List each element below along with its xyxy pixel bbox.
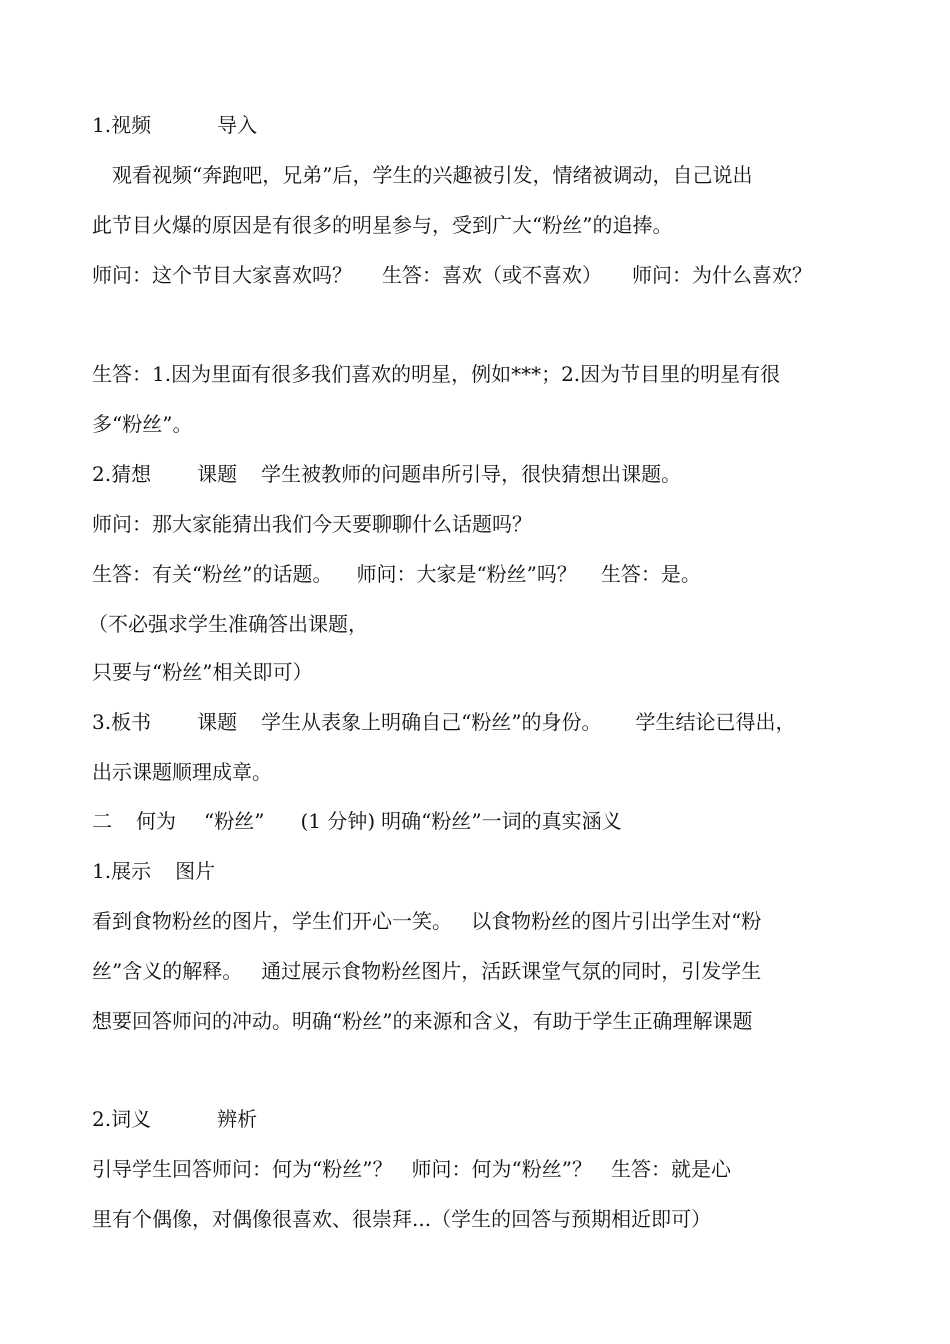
part-goal: 明确“粉丝”一词的真实涵义 (381, 809, 622, 833)
section-sublabel: 图片 (175, 859, 216, 883)
dialogue-line (92, 562, 701, 587)
paragraph-line: 出示课题顺理成章。 (92, 760, 272, 784)
dialogue-line: 师问：那大家能猜出我们今天要聊聊什么话题吗？ (92, 512, 532, 536)
paragraph-line: 观看视频“奔跑吧，兄弟”后，学生的兴趣被引发，情绪被调动，自己说出 (112, 163, 753, 187)
teacher-question: 师问：大家是“粉丝”吗？ (356, 562, 577, 586)
part-title: 何为 (136, 809, 176, 833)
section-heading-board (92, 710, 796, 735)
note-line: （不必强求学生准确答出课题， (88, 612, 368, 636)
paragraph-line: 生答：1.因为里面有很多我们喜欢的明星，例如***；2.因为节目里的明星有很 (92, 362, 781, 386)
section-conclusion: 学生结论已得出， (635, 710, 796, 734)
section-sublabel: 课题 (197, 710, 238, 734)
section-label: 2.猜想 (92, 462, 152, 486)
section-heading-video (92, 113, 257, 138)
student-answer: 生答：有关“粉丝”的话题。 (92, 562, 333, 586)
paragraph-line: 引导学生回答师问：何为“粉丝”？ 师问：何为“粉丝”？ 生答：就是心 (92, 1157, 732, 1181)
teacher-question: 师问：这个节目大家喜欢吗？ (92, 263, 352, 287)
section-sublabel: 导入 (217, 113, 258, 137)
section-label: 3.板书 (92, 710, 152, 734)
section-label: 2.词义 (92, 1107, 152, 1131)
part-number: 二 (92, 809, 112, 833)
part-heading (92, 809, 622, 834)
section-heading-guess (92, 462, 681, 487)
part-term: “粉丝” (204, 809, 265, 833)
section-description: 学生被教师的问题串所引导，很快猜想出课题。 (261, 462, 682, 486)
paragraph-line: 看到食物粉丝的图片，学生们开心一笑。 以食物粉丝的图片引出学生对“粉 (92, 909, 762, 933)
section-sublabel: 辨析 (217, 1107, 258, 1131)
teacher-question: 师问：为什么喜欢？ (632, 263, 812, 287)
part-time: (1 分钟) (300, 809, 376, 833)
paragraph-line: 丝”含义的解释。 通过展示食物粉丝图片，活跃课堂气氛的同时，引发学生 (92, 959, 762, 983)
paragraph-line: 想要回答师问的冲动。明确“粉丝”的来源和含义，有助于学生正确理解课题 (92, 1009, 753, 1033)
student-answer: 生答：是。 (600, 562, 701, 586)
section-label: 1.展示 (92, 859, 152, 883)
section-heading-meaning (92, 1107, 257, 1132)
paragraph-line: 此节目火爆的原因是有很多的明星参与，受到广大“粉丝”的追捧。 (92, 213, 673, 237)
section-heading-show (92, 859, 215, 884)
section-description: 学生从表象上明确自己“粉丝”的身份。 (261, 710, 602, 734)
section-sublabel: 课题 (197, 462, 238, 486)
student-answer: 生答：喜欢（或不喜欢） (382, 263, 602, 287)
dialogue-line (92, 263, 812, 288)
paragraph-line: 里有个偶像，对偶像很喜欢、很崇拜...（学生的回答与预期相近即可） (92, 1207, 712, 1231)
section-label: 1.视频 (92, 113, 152, 137)
note-line: 只要与“粉丝”相关即可） (92, 660, 313, 684)
paragraph-line: 多“粉丝”。 (92, 412, 193, 436)
